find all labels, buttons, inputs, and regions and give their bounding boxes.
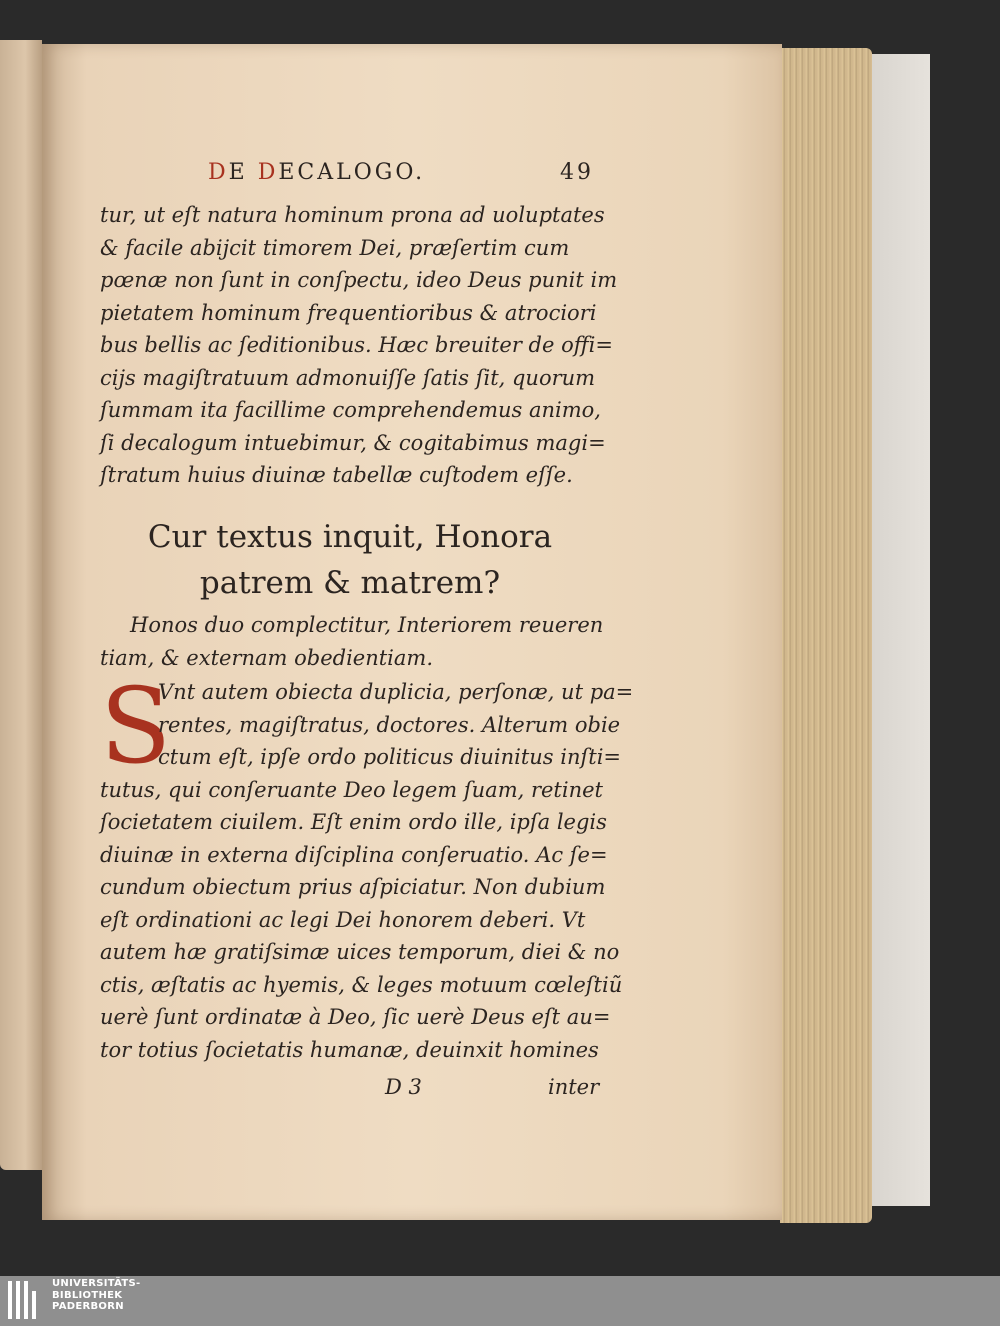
text-line: tiam, & externam obedientiam. xyxy=(100,645,434,670)
text-line: tutus, qui conſeruante Deo legem ſuam, retinet xyxy=(100,777,603,802)
text-line: Honos duo complectitur, Interiorem reueren xyxy=(130,613,604,637)
institution-line: BIBLIOTHEK xyxy=(52,1289,123,1301)
institution-line: UNIVERSITÄTS- xyxy=(52,1278,141,1289)
text-line: diuinæ in externa diſciplina conſeruatio. Ac ſe= xyxy=(100,842,608,867)
catchword: inter xyxy=(548,1075,600,1099)
text-line: tur, ut eſt natura hominum prona ad uoluptates xyxy=(100,203,605,227)
library-logo-icon xyxy=(8,1281,46,1319)
drop-capital: S xyxy=(100,665,172,787)
paragraph-top xyxy=(100,199,618,492)
running-title: DE DECALOGO. xyxy=(208,160,426,185)
text-line: cundum obiectum prius aſpiciatur. Non dubium xyxy=(100,875,606,899)
text-line: ſummam ita facillime comprehendemus animo, xyxy=(100,398,601,422)
page-block-edges xyxy=(780,48,872,1223)
institution-name xyxy=(52,1278,141,1313)
text-line: autem hæ gratiſsimæ uices temporum, diei & no xyxy=(100,940,620,964)
text-line: cijs magiſtratuum admonuiſſe ſatis ſit, quorum xyxy=(100,365,596,390)
text-line: & facile abijcit timorem Dei, præſertim cum xyxy=(100,235,570,260)
page-number: 49 xyxy=(560,160,594,185)
text-line: Vnt autem obiecta duplicia, perſonæ, ut pa= xyxy=(158,680,634,704)
book-page xyxy=(42,44,782,1220)
text-line: pietatem hominum frequentioribus & atrociori xyxy=(100,300,597,325)
text-line: ctum eſt, ipſe ordo politicus diuinitus inſti= xyxy=(158,745,622,769)
section-heading-line2: patrem & matrem? xyxy=(199,565,501,601)
text-line: ſtratum huius diuinæ tabellæ cuſtodem eſſe. xyxy=(100,463,573,487)
text-line: tor totius ſocietatis humanæ, deuinxit homines xyxy=(100,1037,599,1062)
summary-paragraph xyxy=(100,609,630,674)
text-line: ſi decalogum intuebimur, & cogitabimus magi= xyxy=(100,430,606,455)
text-line: ſocietatem ciuilem. Eſt enim ordo ille, ipſa legis xyxy=(100,810,607,834)
facing-page-edge xyxy=(0,40,42,1170)
paragraph-body xyxy=(100,665,634,1066)
running-header xyxy=(100,160,600,194)
text-line: pœnæ non ſunt in conſpectu, ideo Deus punit im xyxy=(100,268,618,292)
text-line: eſt ordinationi ac legi Dei honorem deberi. Vt xyxy=(100,907,586,932)
text-line: bus bellis ac ſeditionibus. Hæc breuiter de offi= xyxy=(100,333,613,357)
text-line: ctis, æſtatis ac hyemis, & leges motuum cœleſtiũ xyxy=(100,972,623,997)
text-line: uerè ſunt ordinatæ à Deo, ſic uerè Deus eſt au= xyxy=(100,1005,611,1029)
institution-line: PADERBORN xyxy=(52,1301,124,1312)
signature-mark: D 3 xyxy=(385,1075,422,1099)
page-footer xyxy=(100,1075,600,1107)
section-heading-line1: Cur textus inquit, Honora xyxy=(147,519,553,555)
institution-footer-bar xyxy=(0,1276,1000,1326)
text-line: rentes, magiſtratus, doctores. Alterum obie xyxy=(158,712,621,737)
